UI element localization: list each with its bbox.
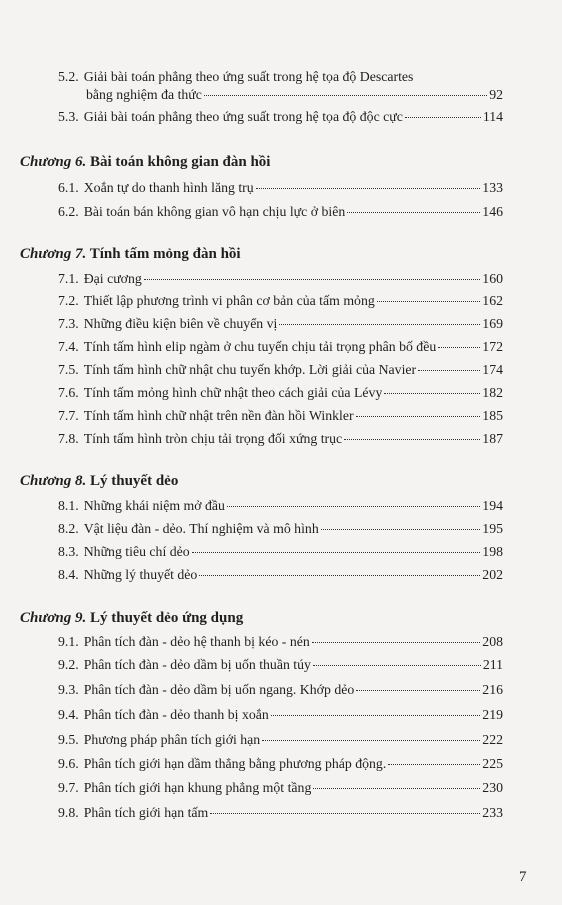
dot-leader [388, 764, 480, 765]
entry-page: 194 [482, 498, 503, 513]
chapter-title: Bài toán không gian đàn hồi [89, 154, 271, 170]
chapter-title: Lý thuyết dẻo [89, 473, 179, 489]
dot-leader [271, 715, 481, 716]
toc-entry-8-3[interactable] [58, 543, 503, 561]
entry-number: 7.6. [58, 385, 79, 400]
toc-entry-9-1[interactable] [58, 633, 503, 651]
chapter-7-heading[interactable] [20, 245, 241, 263]
entry-title: Những khái niệm mở đầu [83, 498, 225, 513]
toc-entry-8-4[interactable] [58, 566, 503, 584]
entry-title: Phương pháp phân tích giới hạn [83, 732, 261, 747]
entry-page: 162 [482, 293, 503, 308]
dot-leader [418, 370, 480, 371]
entry-title: Phân tích giới hạn dầm thẳng bằng phương pháp động. [83, 756, 387, 771]
dot-leader [262, 740, 480, 741]
dot-leader [313, 665, 481, 666]
entry-title: Những điều kiện biên về chuyển vị [83, 316, 278, 331]
chapter-title: Lý thuyết dẻo ứng dụng [89, 610, 244, 626]
entry-number: 6.2. [58, 204, 79, 219]
entry-number: 9.1. [58, 634, 79, 649]
entry-number: 5.2. [58, 69, 79, 84]
entry-page: 219 [482, 707, 503, 722]
toc-entry-9-7[interactable] [58, 779, 503, 797]
entry-page: 182 [482, 385, 503, 400]
entry-title: Phân tích đàn - dẻo dầm bị uốn ngang. Khớp dẻo [83, 682, 355, 697]
page-number: 7 [519, 869, 527, 885]
entry-title-continued: bằng nghiệm đa thức [86, 87, 202, 102]
toc-entry-9-3[interactable] [58, 681, 503, 699]
entry-page: 160 [482, 271, 503, 286]
dot-leader [344, 439, 480, 440]
entry-number: 8.3. [58, 544, 79, 559]
entry-number: 9.5. [58, 732, 79, 747]
dot-leader [256, 188, 481, 189]
entry-number: 7.8. [58, 431, 79, 446]
entry-number: 7.2. [58, 293, 79, 308]
toc-entry-9-2[interactable] [58, 656, 503, 674]
entry-title: Đại cương [83, 271, 142, 286]
entry-title: Giải bài toán phẳng theo ứng suất trong hệ tọa độ Descartes [83, 69, 414, 84]
entry-number: 9.4. [58, 707, 79, 722]
dot-leader [438, 347, 480, 348]
toc-entry-6-2[interactable] [58, 203, 503, 221]
entry-page: 198 [482, 544, 503, 559]
entry-page: 114 [482, 109, 503, 124]
chapter-9-heading[interactable] [20, 609, 243, 627]
chapter-8-heading[interactable] [20, 472, 178, 490]
entry-page: 146 [482, 204, 503, 219]
toc-entry-7-2[interactable] [58, 292, 503, 310]
entry-number: 6.1. [58, 180, 79, 195]
entry-title: Phân tích đàn - dẻo thanh bị xoắn [83, 707, 269, 722]
toc-entry-7-4[interactable] [58, 338, 503, 356]
entry-title: Bài toán bán không gian vô hạn chịu lực ở biên [83, 204, 346, 219]
entry-title: Phân tích đàn - dẻo hệ thanh bị kéo - nén [83, 634, 310, 649]
entry-title: Những lý thuyết dẻo [83, 567, 198, 582]
entry-page: 92 [489, 87, 503, 102]
dot-leader [356, 416, 481, 417]
entry-number: 9.6. [58, 756, 79, 771]
entry-page: 208 [482, 634, 503, 649]
entry-page: 211 [482, 657, 503, 672]
entry-number: 9.3. [58, 682, 79, 697]
entry-number: 7.3. [58, 316, 79, 331]
dot-leader [313, 788, 480, 789]
dot-leader [192, 552, 481, 553]
toc-entry-5-3[interactable] [58, 108, 503, 126]
toc-entry-7-8[interactable] [58, 430, 503, 448]
chapter-title: Tính tấm mỏng đàn hồi [89, 246, 241, 262]
entry-page: 133 [482, 180, 503, 195]
entry-page: 225 [482, 756, 503, 771]
entry-title: Phân tích giới hạn khung phẳng một tầng [83, 780, 312, 795]
entry-title: Phân tích đàn - dẻo dầm bị uốn thuần túy [83, 657, 311, 672]
entry-number: 9.8. [58, 805, 79, 820]
toc-entry-9-4[interactable] [58, 706, 503, 724]
entry-number: 7.5. [58, 362, 79, 377]
entry-title: Tính tấm hình chữ nhật chu tuyến khớp. Lời giải của Navier [83, 362, 417, 377]
entry-title: Phân tích giới hạn tấm [83, 805, 209, 820]
entry-page: 185 [482, 408, 503, 423]
toc-entry-7-6[interactable] [58, 384, 503, 402]
entry-title: Vật liệu đàn - dẻo. Thí nghiệm và mô hình [83, 521, 319, 536]
entry-page: 202 [482, 567, 503, 582]
toc-entry-8-2[interactable] [58, 520, 503, 538]
chapter-6-heading[interactable] [20, 153, 270, 171]
dot-leader [227, 506, 480, 507]
toc-entry-8-1[interactable] [58, 497, 503, 515]
dot-leader [347, 212, 480, 213]
dot-leader [384, 393, 480, 394]
entry-page: 230 [482, 780, 503, 795]
entry-page: 174 [482, 362, 503, 377]
entry-number: 7.4. [58, 339, 79, 354]
toc-entry-9-8[interactable] [58, 804, 503, 822]
dot-leader [405, 117, 481, 118]
entry-title: Tính tấm hình tròn chịu tải trọng đối xứng trục [83, 431, 343, 446]
dot-leader [199, 575, 480, 576]
entry-title: Tính tấm mỏng hình chữ nhật theo cách giải của Lévy [83, 385, 383, 400]
dot-leader [377, 301, 481, 302]
entry-page: 216 [482, 682, 503, 697]
entry-number: 7.7. [58, 408, 79, 423]
chapter-label: Chương 6. [20, 154, 87, 170]
entry-title: Tính tấm hình chữ nhật trên nền đàn hồi Winkler [83, 408, 354, 423]
entry-page: 195 [482, 521, 503, 536]
entry-number: 5.3. [58, 109, 79, 124]
toc-entry-6-1[interactable] [58, 179, 503, 197]
chapter-label: Chương 7. [20, 246, 87, 262]
dot-leader [279, 324, 480, 325]
dot-leader [204, 95, 487, 96]
entry-number: 8.2. [58, 521, 79, 536]
dot-leader [210, 813, 480, 814]
toc-entry-7-1[interactable] [58, 270, 503, 288]
toc-entry-5-2[interactable] [58, 68, 503, 104]
toc-entry-9-6[interactable] [58, 755, 503, 773]
entry-page: 187 [482, 431, 503, 446]
toc-entry-7-3[interactable] [58, 315, 503, 333]
entry-page: 169 [482, 316, 503, 331]
entry-title: Những tiêu chí dẻo [83, 544, 190, 559]
entry-title: Thiết lập phương trình vi phân cơ bản của tấm mỏng [83, 293, 375, 308]
entry-title: Tính tấm hình elip ngàm ở chu tuyến chịu tải trọng phân bố đều [83, 339, 437, 354]
entry-number: 8.1. [58, 498, 79, 513]
entry-title: Giải bài toán phẳng theo ứng suất trong hệ tọa độ độc cực [83, 109, 403, 124]
dot-leader [356, 690, 480, 691]
toc-entry-7-5[interactable] [58, 361, 503, 379]
entry-number: 9.2. [58, 657, 79, 672]
entry-title: Xoắn tự do thanh hình lăng trụ [83, 180, 254, 195]
dot-leader [144, 279, 481, 280]
entry-page: 233 [482, 805, 503, 820]
entry-page: 222 [482, 732, 503, 747]
chapter-label: Chương 8. [20, 473, 87, 489]
chapter-label: Chương 9. [20, 610, 87, 626]
toc-entry-7-7[interactable] [58, 407, 503, 425]
toc-entry-9-5[interactable] [58, 731, 503, 749]
entry-number: 8.4. [58, 567, 79, 582]
entry-number: 7.1. [58, 271, 79, 286]
entry-page: 172 [482, 339, 503, 354]
dot-leader [321, 529, 481, 530]
dot-leader [312, 642, 481, 643]
entry-number: 9.7. [58, 780, 79, 795]
